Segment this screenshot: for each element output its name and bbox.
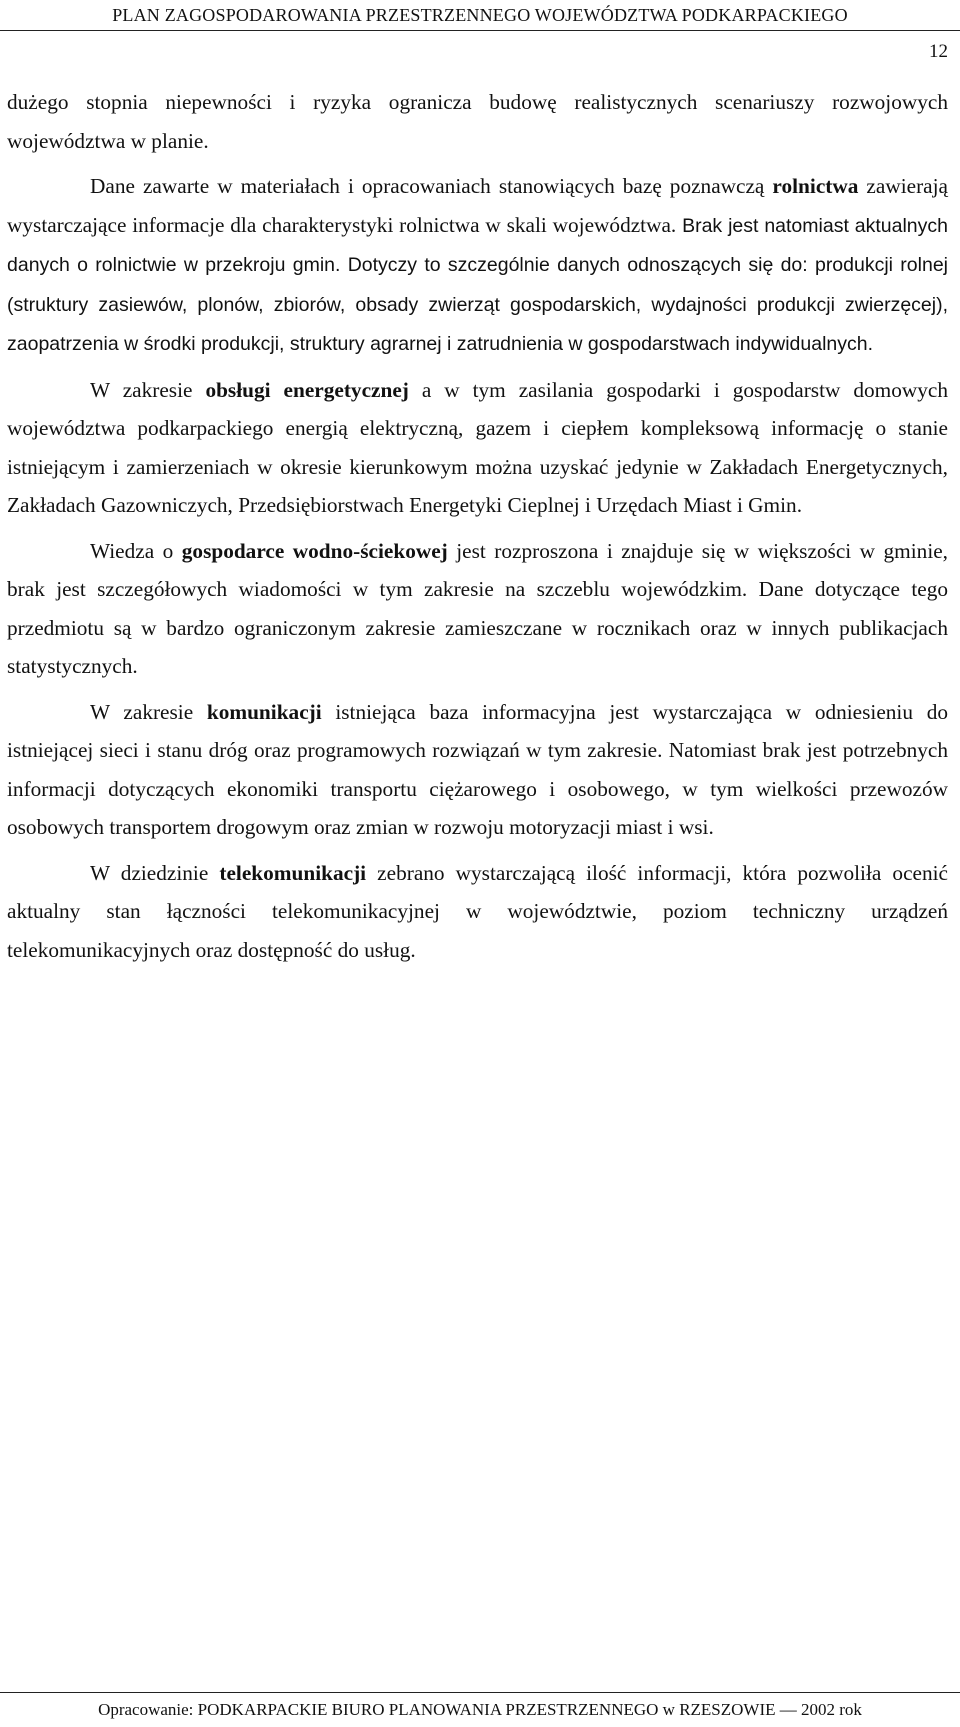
- running-footer: [0, 1692, 960, 1723]
- keyword-rolnictwa: rolnictwa: [772, 174, 859, 198]
- paragraph-text: W zakresie: [90, 699, 207, 724]
- paragraph-text: istniejąca baza informacyjna jest wystarczająca w odniesieniu do istniejącej sieci i stanu dróg oraz programowych rozwiązań w tym zakresie. Natomiast brak jest potrzebnych informacji dotyczących ekonomiki transportu ciężarowego i osobowego, w tym wielkości przewozów osobowych transportem drogowym oraz zmian w rozwoju motoryzacji miast i wsi.: [7, 699, 948, 839]
- paragraph-rolnictwo: [7, 167, 948, 364]
- paragraph-text-sans: Brak jest natomiast aktualnych danych o rolnictwie w przekroju gmin. Dotyczy to szczególnie danych odnoszących się do: produkcji rolnej (struktury zasiewów, plonów, zbiorów, obsady zwierząt gospodarskich, wydajności produkcji zwierzęcej), zaopatrzenia w środki produkcji, struktury agrarnej i zatrudnienia w gospodarstwach indywidualnych.: [7, 214, 948, 355]
- document-body: [7, 83, 948, 969]
- paragraph-wodno-sciekowa: [7, 532, 948, 686]
- paragraph-text: W dziedzinie: [90, 860, 220, 885]
- keyword-gospodarki-wodno-sciekowej: gospodarce wodno-ściekowej: [181, 538, 448, 563]
- page-number: 12: [929, 41, 948, 62]
- keyword-obslugi-energetycznej: obsługi energetycznej: [205, 377, 409, 402]
- footer-text: Opracowanie: PODKARPACKIE BIURO PLANOWANIA PRZESTRZENNEGO w RZESZOWIE — 2002 rok: [98, 1700, 862, 1719]
- keyword-telekomunikacji: telekomunikacji: [219, 860, 367, 885]
- paragraph-telekomunikacja: [7, 854, 948, 970]
- header-title: PLAN ZAGOSPODAROWANIA PRZESTRZENNEGO WOJEWÓDZTWA PODKARPACKIEGO: [112, 5, 848, 25]
- paragraph-text: W zakresie: [90, 377, 206, 402]
- keyword-komunikacji: komunikacji: [206, 699, 322, 724]
- paragraph-text: jest rozproszona i znajduje się w większości w gminie, brak jest szczegółowych wiadomości w tym zakresie na szczeblu wojewódzkim. Dane dotyczące tego przedmiotu są w bardzo ograniczonym zakresie zamieszczane w rocznikach oraz w innych publikacjach statystycznych.: [7, 538, 949, 678]
- running-header: [0, 0, 960, 31]
- paragraph-continuation: dużego stopnia niepewności i ryzyka ogranicza budowę realistycznych scenariuszy rozwojowych województwa w planie.: [7, 90, 948, 153]
- paragraph-text: zebrano wystarczającą ilość informacji, która pozwoliła ocenić aktualny stan łączności telekomunikacyjnej w województwie, poziom techniczny urządzeń telekomunikacyjnych oraz dostępność do usług.: [7, 860, 948, 962]
- paragraph-text: zawierają wystarczające informacje dla charakterystyki rolnictwa w skali województwa.: [7, 174, 948, 237]
- paragraph-komunikacja: [7, 693, 948, 847]
- paragraph-text: Wiedza o: [90, 538, 182, 563]
- paragraph-text: a w tym zasilania gospodarki i gospodarstw domowych województwa podkarpackiego energią elektryczną, gazem i ciepłem kompleksową informację o stanie istniejącym i zamierzeniach w okresie kierunkowym można uzyskać jedynie w Zakładach Energetycznych, Zakładach Gazowniczych, Przedsiębiorstwach Energetyki Cieplnej i Urzędach Miast i Gmin.: [7, 377, 948, 517]
- paragraph-text: Dane zawarte w materiałach i opracowaniach stanowiących bazę poznawczą: [90, 174, 773, 198]
- paragraph-energetyka: [7, 371, 948, 525]
